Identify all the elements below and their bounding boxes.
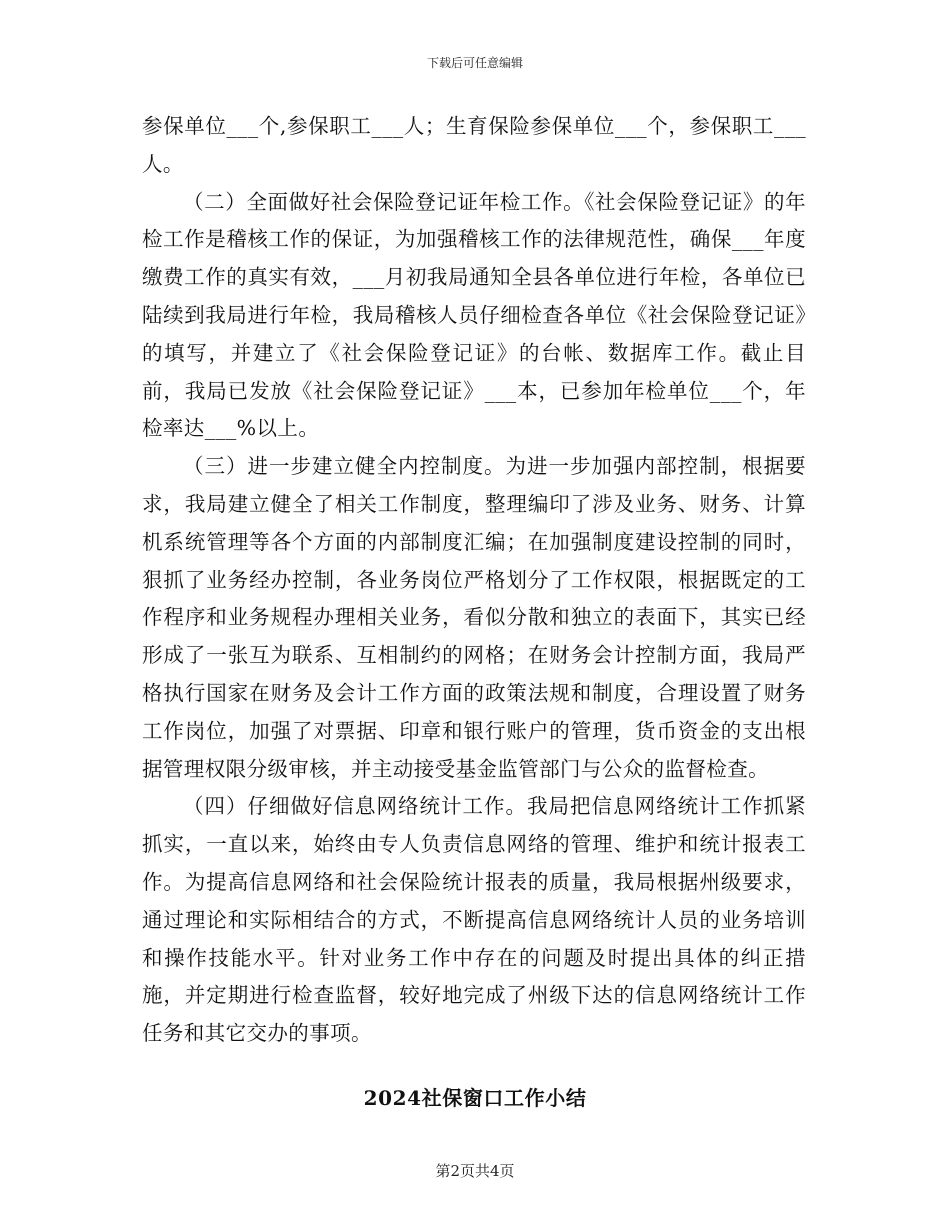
paragraph-section-2: （二）全面做好社会保险登记证年检工作。《社会保险登记证》的年检工作是稽核工作的保证，为加强稽核工作的法律规范性，确保___年度缴费工作的真实有效，___月初我局通知全县各单位进行年检，各单位已陆续到我局进行年检，我局稽核人员仔细检查各单位《社会保险登记证》的填写，并建立了《社会保险登记证》的台帐、数据库工作。截止目前，我局已发放《社会保险登记证》___本，已参加年检单位___个，年检率达___%以上。 (142, 189, 806, 441)
paragraph-section-3: （三）进一步建立健全内控制度。为进一步加强内部控制，根据要求，我局建立健全了相关工作制度，整理编印了涉及业务、财务、计算机系统管理等各个方面的内部制度汇编；在加强制度建设控制的同时，狠抓了业务经办控制，各业务岗位严格划分了工作权限，根据既定的工作程序和业务规程办理相关业务，看似分散和独立的表面下，其实已经形成了一张互为联系、互相制约的网格；在财务会计控制方面，我局严格执行国家在财务及会计工作方面的政策法规和制度，合理设置了财务工作岗位，加强了对票据、印章和银行账户的管理，货币资金的支出根据管理权限分级审核，并主动接受基金监管部门与公众的监督检查。 (142, 454, 806, 781)
header-note: 下载后可任意编辑 (426, 56, 523, 70)
document-body (142, 108, 806, 1053)
paragraph-continuation: 参保单位___个,参保职工___人；生育保险参保单位___个，参保职工___人。 (142, 114, 806, 176)
paragraph-section-4: （四）仔细做好信息网络统计工作。我局把信息网络统计工作抓紧抓实，一直以来，始终由专人负责信息网络的管理、维护和统计报表工作。为提高信息网络和社会保险统计报表的质量，我局根据州级要求，通过理论和实际相结合的方式，不断提高信息网络统计人员的业务培训和操作技能水平。针对业务工作中存在的问题及时提出具体的纠正措施，并定期进行检查监督，较好地完成了州级下达的信息网络统计工作任务和其它交办的事项。 (142, 794, 806, 1046)
section-title: 2024社保窗口工作小结 (363, 1086, 587, 1110)
page-number: 第2页共4页 (435, 1162, 515, 1180)
